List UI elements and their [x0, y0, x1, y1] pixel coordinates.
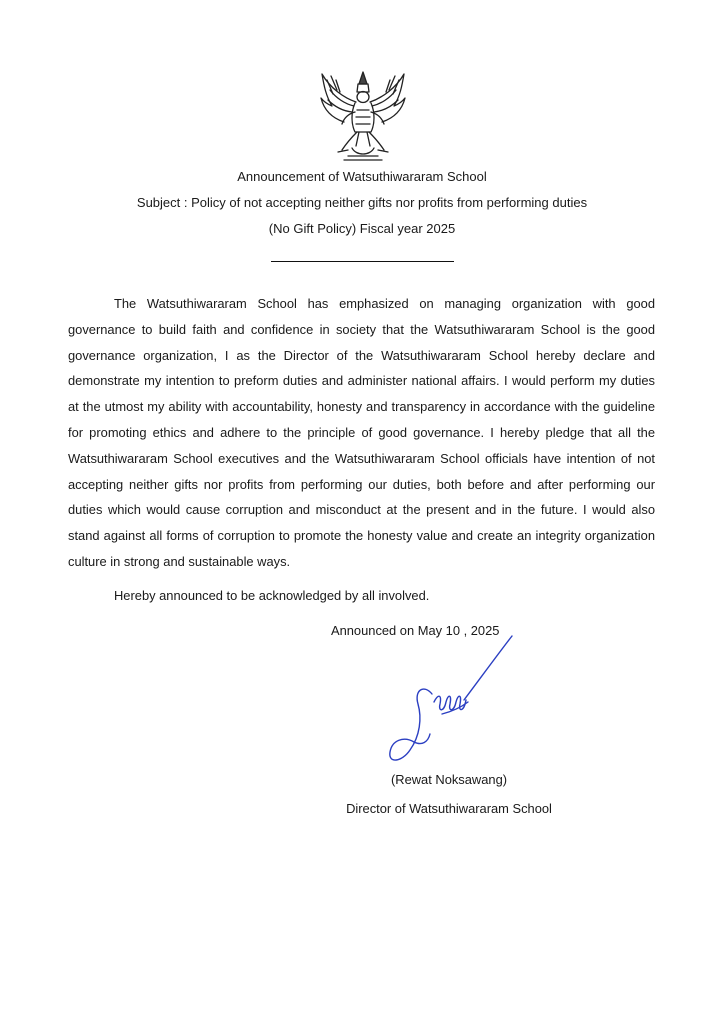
signer-title: Director of Watsuthiwararam School [346, 801, 552, 816]
signer-name: (Rewat Noksawang) [390, 772, 508, 787]
announcement-title: Announcement of Watsuthiwararam School [237, 169, 487, 184]
acknowledgement-line: Hereby announced to be acknowledged by all involved. [114, 588, 430, 603]
announcement-date: Announced on May 10 , 2025 [331, 623, 500, 638]
title-underline [271, 261, 454, 262]
garuda-emblem-icon [318, 68, 408, 164]
announcement-subtitle: (No Gift Policy) Fiscal year 2025 [268, 221, 456, 236]
handwritten-signature [380, 632, 520, 772]
announcement-body: The Watsuthiwararam School has emphasized on managing organization with good governance to build faith and confidence in society that the Watsuthiwararam School is the good governance organization, I as the Director of the Watsuthiwararam School hereby declare and demonstrate my intention to preform duties and administer national affairs. I would perform my duties at the utmost my ability with accountability, honesty and transparency in accordance with the guideline for promoting ethics and adhere to the principle of good governance. I hereby pledge that all the Watsuthiwararam School executives and the Watsuthiwararam School officials have intention of not accepting neither gifts nor profits from performing our duties, both before and after performing our duties which would cause corruption and misconduct at the present and in the future. I would also stand against all forms of corruption to promote the honesty value and create an integrity organization culture in strong and sustainable ways. [68, 296, 655, 569]
announcement-subject: Subject : Policy of not accepting neither gifts nor profits from performing duties [136, 195, 588, 210]
